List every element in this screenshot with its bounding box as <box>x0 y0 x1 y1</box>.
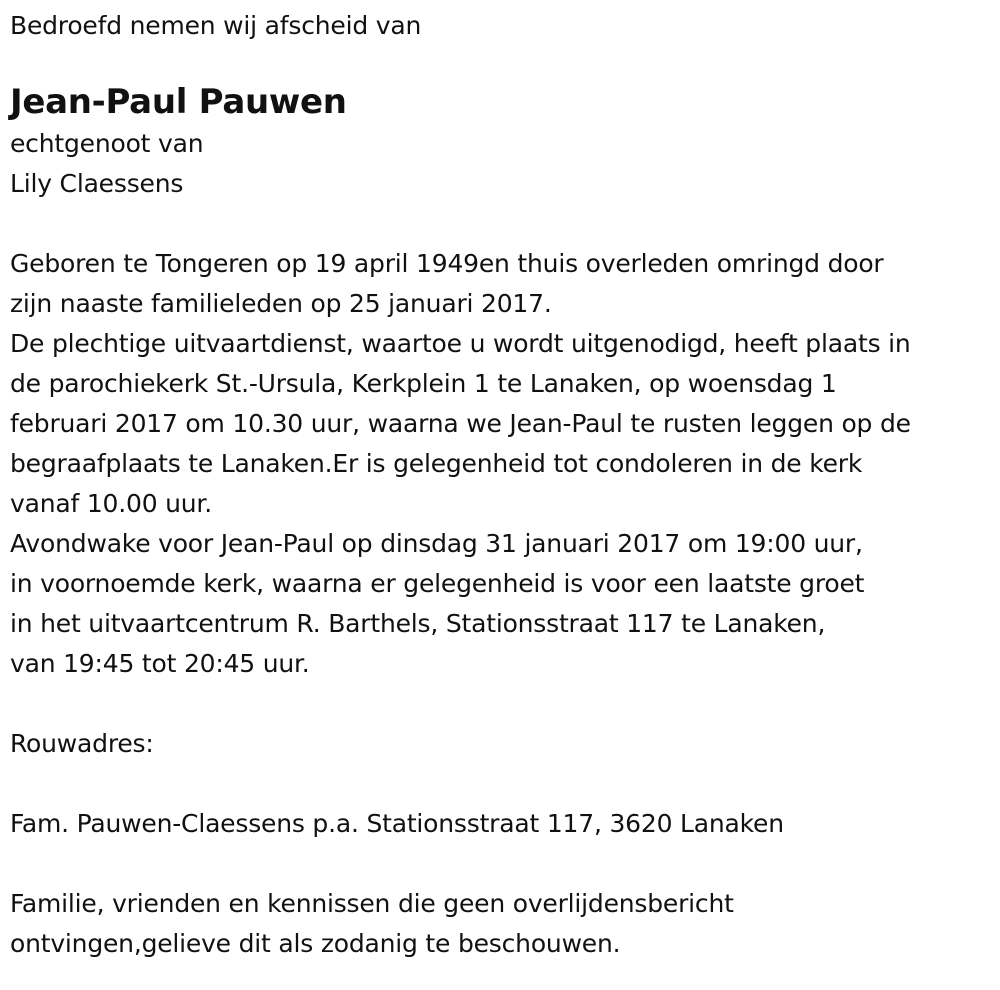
spacer <box>10 844 995 884</box>
announcement-line: in voornoemde kerk, waarna er gelegenheid is voor een laatste groet <box>10 569 865 598</box>
announcement-line: van 19:45 tot 20:45 uur. <box>10 649 310 678</box>
obituary-notice <box>10 6 995 964</box>
closing-line: Familie, vrienden en kennissen die geen overlijdensbericht <box>10 889 734 918</box>
relation-label: echtgenoot van <box>10 129 204 158</box>
announcement-line: De plechtige uitvaartdienst, waartoe u wordt uitgenodigd, heeft plaats in <box>10 329 911 358</box>
intro-text: Bedroefd nemen wij afscheid van <box>10 11 422 40</box>
spacer <box>10 684 995 724</box>
closing-paragraph <box>10 884 995 964</box>
announcement-line: de parochiekerk St.-Ursula, Kerkplein 1 te Lanaken, op woensdag 1 <box>10 369 837 398</box>
closing-line: ontvingen,gelieve dit als zodanig te beschouwen. <box>10 929 621 958</box>
announcement-line: Avondwake voor Jean-Paul op dinsdag 31 januari 2017 om 19:00 uur, <box>10 529 863 558</box>
spacer <box>10 204 995 244</box>
deceased-name: Jean-Paul Pauwen <box>10 82 347 122</box>
spouse-name: Lily Claessens <box>10 169 184 198</box>
spacer <box>10 764 995 804</box>
announcement-paragraph <box>10 244 995 684</box>
announcement-line: in het uitvaartcentrum R. Barthels, Stationsstraat 117 te Lanaken, <box>10 609 826 638</box>
address-label: Rouwadres: <box>10 729 154 758</box>
announcement-line: zijn naaste familieleden op 25 januari 2017. <box>10 289 552 318</box>
announcement-line: begraafplaats te Lanaken.Er is gelegenheid tot condoleren in de kerk <box>10 449 863 478</box>
announcement-line: vanaf 10.00 uur. <box>10 489 212 518</box>
announcement-line: Geboren te Tongeren op 19 april 1949en thuis overleden omringd door <box>10 249 884 278</box>
announcement-line: februari 2017 om 10.30 uur, waarna we Jean-Paul te rusten leggen op de <box>10 409 911 438</box>
mourning-address: Fam. Pauwen-Claessens p.a. Stationsstraat 117, 3620 Lanaken <box>10 809 784 838</box>
